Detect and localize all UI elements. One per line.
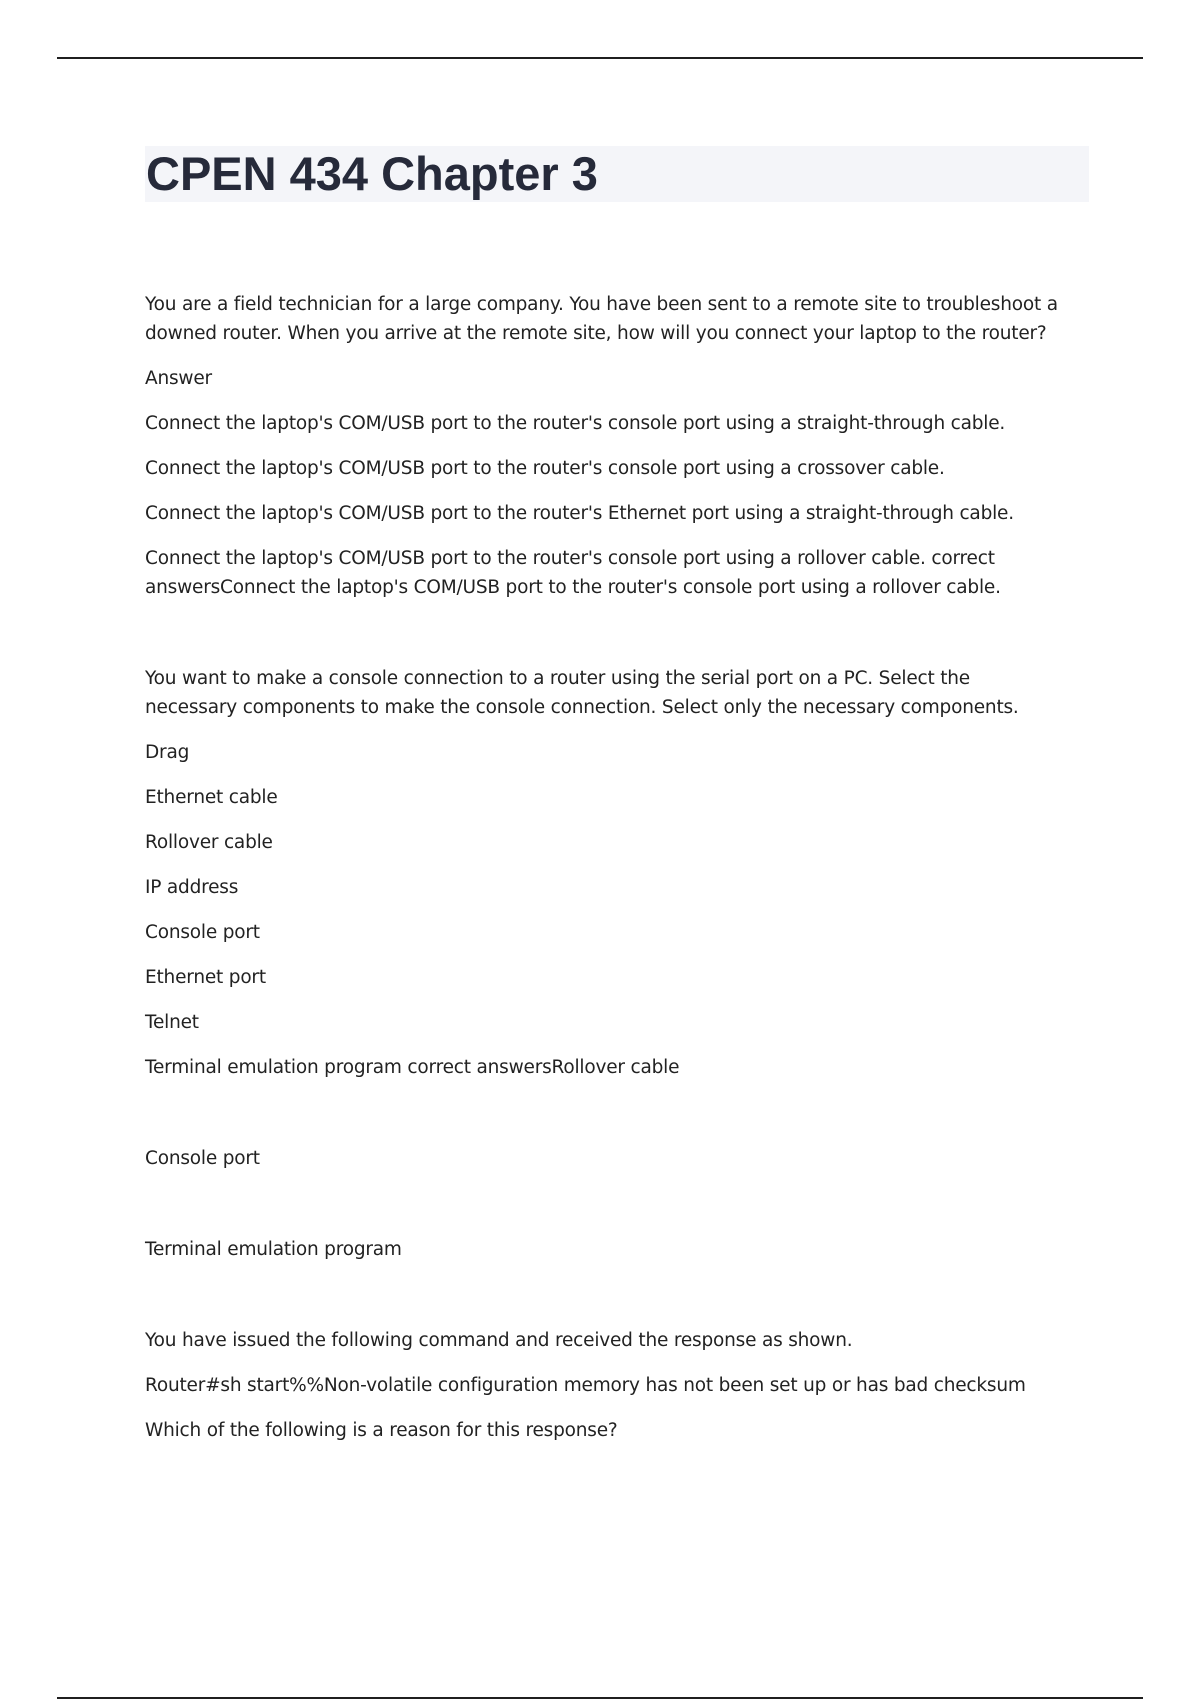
question-3-text: Which of the following is a reason for this response? bbox=[145, 1420, 618, 1441]
question-2-option: IP address bbox=[145, 877, 239, 898]
question-2-option: Ethernet cable bbox=[145, 787, 278, 808]
footer-rule bbox=[57, 1697, 1143, 1699]
spacer bbox=[145, 1280, 1065, 1326]
question-3-command: Router#sh start%%Non-volatile configuration memory has not been set up or has bad checksum bbox=[145, 1375, 1026, 1396]
question-1-answer-label: Answer bbox=[145, 368, 212, 389]
page-title: CPEN 434 Chapter 3 bbox=[146, 147, 598, 200]
question-2-option: Ethernet port bbox=[145, 967, 266, 988]
question-1-option: Connect the laptop's COM/USB port to the router's console port using a rollover cable. correct answersConnect the laptop's COM/USB port to the router's console port using a rollover cable. bbox=[145, 548, 1001, 598]
spacer bbox=[145, 618, 1065, 664]
question-1-option: Connect the laptop's COM/USB port to the router's Ethernet port using a straight-through cable. bbox=[145, 503, 1014, 524]
question-3-intro: You have issued the following command and received the response as shown. bbox=[145, 1330, 853, 1351]
question-1-option: Connect the laptop's COM/USB port to the router's console port using a crossover cable. bbox=[145, 458, 945, 479]
question-2-option: Console port bbox=[145, 922, 260, 943]
document-body bbox=[145, 290, 1065, 1461]
spacer bbox=[145, 1189, 1065, 1235]
question-1-option: Connect the laptop's COM/USB port to the router's console port using a straight-through cable. bbox=[145, 413, 1006, 434]
question-2-option: Telnet bbox=[145, 1012, 199, 1033]
question-2-option: Terminal emulation program correct answersRollover cable bbox=[145, 1057, 680, 1078]
question-2-text: You want to make a console connection to a router using the serial port on a PC. Select the necessary components to make the console connection. Select only the necessary components. bbox=[145, 668, 1019, 718]
header-rule bbox=[57, 57, 1143, 59]
question-2-answer: Console port bbox=[145, 1148, 260, 1169]
question-1-text: You are a field technician for a large company. You have been sent to a remote site to troubleshoot a downed router. When you arrive at the remote site, how will you connect your laptop to the router? bbox=[145, 294, 1058, 344]
spacer bbox=[145, 1098, 1065, 1144]
question-2-answer: Terminal emulation program bbox=[145, 1239, 402, 1260]
question-2-drag-label: Drag bbox=[145, 742, 190, 763]
question-2-option: Rollover cable bbox=[145, 832, 273, 853]
